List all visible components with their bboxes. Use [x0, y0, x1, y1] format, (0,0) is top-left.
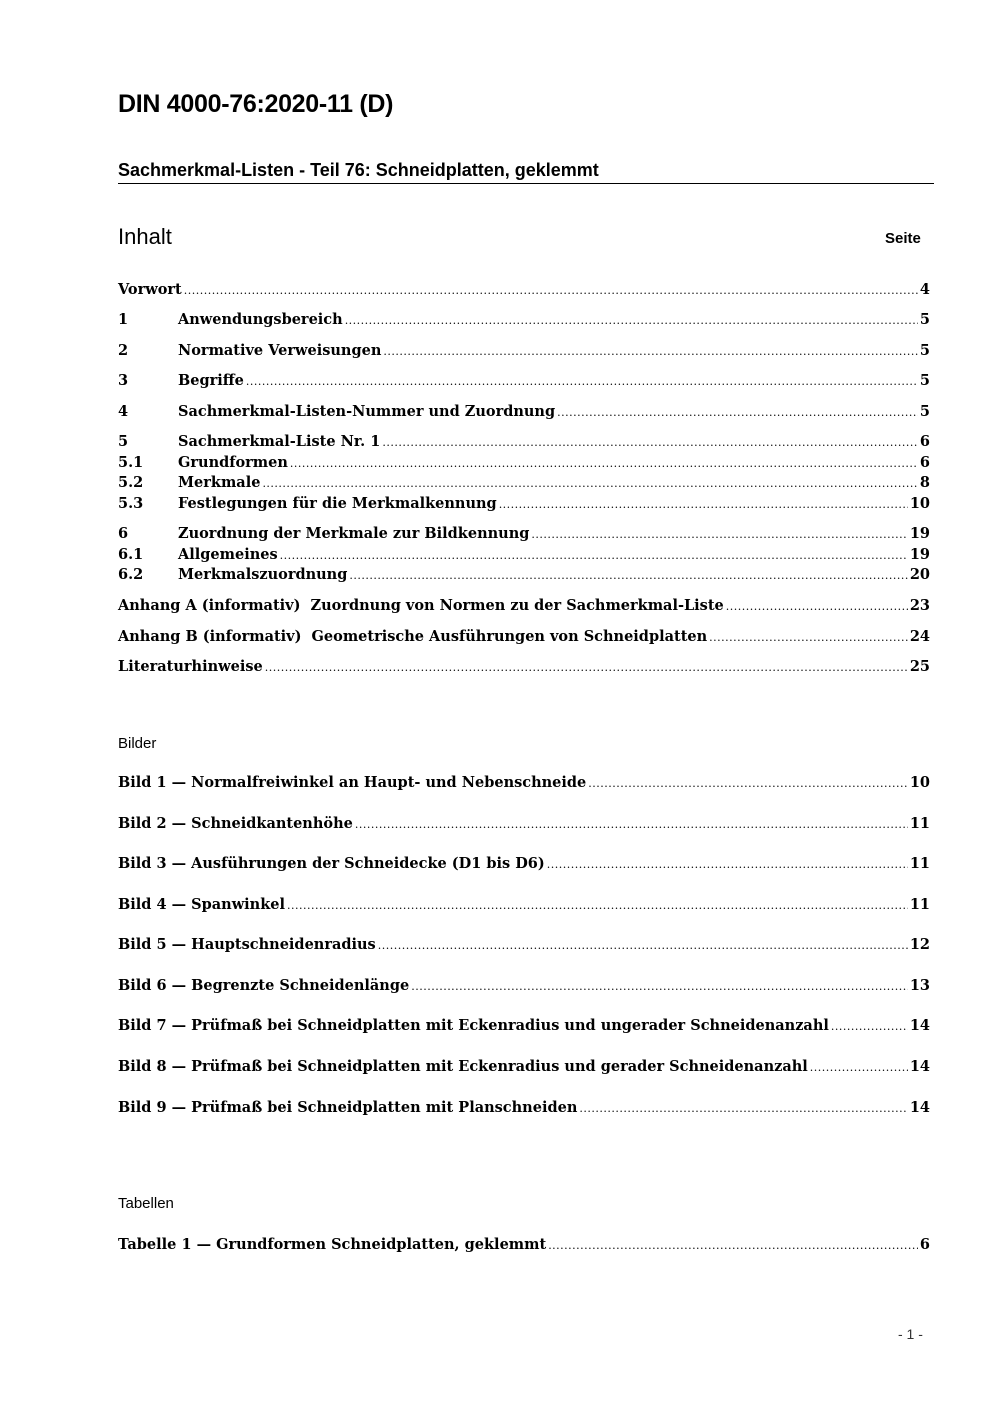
figure-entry-6[interactable] [118, 977, 930, 995]
leader-dots [499, 496, 908, 514]
tables-heading: Tabellen [118, 1195, 174, 1212]
toc-entry-number: 4 [118, 403, 129, 420]
toc-entry-1[interactable] [118, 311, 930, 329]
toc-entry-text: Festlegungen für die Merkmalkennung [178, 495, 497, 512]
leader-dots [265, 659, 908, 677]
leader-dots [287, 897, 908, 915]
figure-entry-page: 12 [909, 936, 930, 953]
figure-entry-page: 14 [909, 1099, 930, 1116]
leader-dots [411, 978, 908, 996]
figure-entry-7[interactable] [118, 1017, 930, 1035]
toc-entry-6-1[interactable] [118, 546, 930, 564]
leader-dots [709, 629, 908, 647]
figure-entry-9[interactable] [118, 1099, 930, 1117]
figure-entry-text: Bild 3 — Ausführungen der Schneidecke (D1 bis D6) [118, 855, 545, 872]
toc-entry-number: 5.2 [118, 474, 144, 491]
leader-dots [557, 404, 918, 422]
toc-entry-number: 1 [118, 311, 129, 328]
figure-entry-text: Bild 9 — Prüfmaß bei Schneidplatten mit Planschneiden [118, 1099, 578, 1116]
toc-entry-page: 23 [909, 597, 930, 614]
toc-entry-number: 6 [118, 525, 129, 542]
table-entry-text: Tabelle 1 — Grundformen Schneidplatten, geklemmt [118, 1236, 547, 1253]
toc-entry-anhang-b[interactable] [118, 628, 930, 646]
toc-entry-text: Anhang A (informativ) Zuordnung von Normen zu der Sachmerkmal-Liste [118, 597, 724, 614]
toc-entry-6-2[interactable] [118, 566, 930, 584]
leader-dots [547, 856, 908, 874]
leader-dots [349, 567, 907, 585]
figure-entry-5[interactable] [118, 936, 930, 954]
toc-entry-page: 6 [919, 454, 930, 471]
toc-entry-page: 8 [919, 474, 930, 491]
toc-entry-5[interactable] [118, 433, 930, 451]
figure-entry-page: 14 [909, 1017, 930, 1034]
figure-entry-2[interactable] [118, 815, 930, 833]
toc-entry-text: Normative Verweisungen [178, 342, 382, 359]
toc-entry-text: Merkmalszuordnung [178, 566, 348, 583]
toc-entry-number: 5 [118, 433, 129, 450]
page-number: - 1 - [898, 1326, 923, 1342]
figure-entry-3[interactable] [118, 855, 930, 873]
toc-entry-2[interactable] [118, 342, 930, 360]
toc-entry-text: Allgemeines [178, 546, 278, 563]
toc-entry-number: 5.1 [118, 454, 144, 471]
toc-entry-number: 6.2 [118, 566, 144, 583]
toc-entry-page: 20 [909, 566, 930, 583]
leader-dots [262, 475, 917, 493]
leader-dots [382, 434, 918, 452]
figure-entry-text: Bild 6 — Begrenzte Schneidenlänge [118, 977, 410, 994]
leader-dots [378, 937, 908, 955]
toc-entry-number: 5.3 [118, 495, 144, 512]
figure-entry-page: 10 [909, 774, 930, 791]
document-title: DIN 4000-76:2020-11 (D) [118, 90, 394, 118]
toc-entry-page: 19 [909, 525, 930, 542]
leader-dots [548, 1237, 918, 1255]
toc-entry-4[interactable] [118, 403, 930, 421]
leader-dots [280, 547, 908, 565]
toc-entry-text: Anwendungsbereich [178, 311, 343, 328]
figure-entry-text: Bild 1 — Normalfreiwinkel an Haupt- und Nebenschneide [118, 774, 587, 791]
toc-entry-page: 5 [919, 311, 930, 328]
toc-entry-page: 5 [919, 403, 930, 420]
leader-dots [345, 312, 918, 330]
figure-entry-4[interactable] [118, 896, 930, 914]
toc-entry-page: 10 [909, 495, 930, 512]
toc-entry-6[interactable] [118, 525, 930, 543]
toc-entry-number: 3 [118, 372, 129, 389]
toc-entry-text: Literaturhinweise [118, 658, 263, 675]
toc-entry-number: 2 [118, 342, 129, 359]
toc-entry-text: Sachmerkmal-Liste Nr. 1 [178, 433, 381, 450]
toc-heading: Inhalt [118, 224, 172, 249]
table-entry-page: 6 [919, 1236, 930, 1253]
toc-entry-text: Merkmale [178, 474, 261, 491]
leader-dots [383, 343, 918, 361]
leader-dots [355, 816, 908, 834]
toc-page-column-label: Seite [885, 230, 921, 247]
figure-entry-text: Bild 4 — Spanwinkel [118, 896, 286, 913]
figure-entry-text: Bild 5 — Hauptschneidenradius [118, 936, 376, 953]
toc-entry-3[interactable] [118, 372, 930, 390]
toc-entry-page: 5 [919, 342, 930, 359]
toc-entry-page: 19 [909, 546, 930, 563]
toc-entry-5-2[interactable] [118, 474, 930, 492]
toc-entry-page: 25 [909, 658, 930, 675]
leader-dots [531, 526, 907, 544]
figure-entry-page: 11 [909, 855, 930, 872]
toc-entry-page: 6 [919, 433, 930, 450]
figure-entry-1[interactable] [118, 774, 930, 792]
toc-entry-text: Anhang B (informativ) Geometrische Ausführungen von Schneidplatten [118, 628, 708, 645]
toc-entry-text: Zuordnung der Merkmale zur Bildkennung [178, 525, 530, 542]
toc-entry-vorwort[interactable] [118, 281, 930, 299]
toc-entry-literaturhinweise[interactable] [118, 658, 930, 676]
leader-dots [290, 455, 918, 473]
leader-dots [184, 282, 918, 300]
toc-entry-page: 24 [909, 628, 930, 645]
toc-entry-text: Vorwort [118, 281, 182, 298]
leader-dots [579, 1100, 907, 1118]
toc-entry-text: Begriffe [178, 372, 244, 389]
toc-entry-number: 6.1 [118, 546, 144, 563]
leader-dots [831, 1018, 908, 1036]
figure-entry-text: Bild 8 — Prüfmaß bei Schneidplatten mit Eckenradius und gerader Schneidenanzahl [118, 1058, 808, 1075]
document-subtitle: Sachmerkmal-Listen - Teil 76: Schneidplatten, geklemmt [118, 160, 599, 180]
toc-entry-5-3[interactable] [118, 495, 930, 513]
toc-entry-text: Sachmerkmal-Listen-Nummer und Zuordnung [178, 403, 556, 420]
toc-entry-page: 4 [919, 281, 930, 298]
table-entry-1[interactable] [118, 1236, 930, 1254]
figure-entry-page: 13 [909, 977, 930, 994]
toc-entry-5-1[interactable] [118, 454, 930, 472]
leader-dots [246, 373, 918, 391]
figure-entry-text: Bild 2 — Schneidkantenhöhe [118, 815, 353, 832]
figures-heading: Bilder [118, 735, 157, 752]
leader-dots [810, 1059, 908, 1077]
figure-entry-page: 11 [909, 896, 930, 913]
leader-dots [726, 598, 908, 616]
figure-entry-8[interactable] [118, 1058, 930, 1076]
title-divider [118, 183, 934, 184]
toc-entry-text: Grundformen [178, 454, 288, 471]
figure-entry-text: Bild 7 — Prüfmaß bei Schneidplatten mit Eckenradius und ungerader Schneidenanzahl [118, 1017, 829, 1034]
toc-entry-anhang-a[interactable] [118, 597, 930, 615]
toc-entry-page: 5 [919, 372, 930, 389]
figure-entry-page: 11 [909, 815, 930, 832]
leader-dots [588, 775, 908, 793]
figure-entry-page: 14 [909, 1058, 930, 1075]
